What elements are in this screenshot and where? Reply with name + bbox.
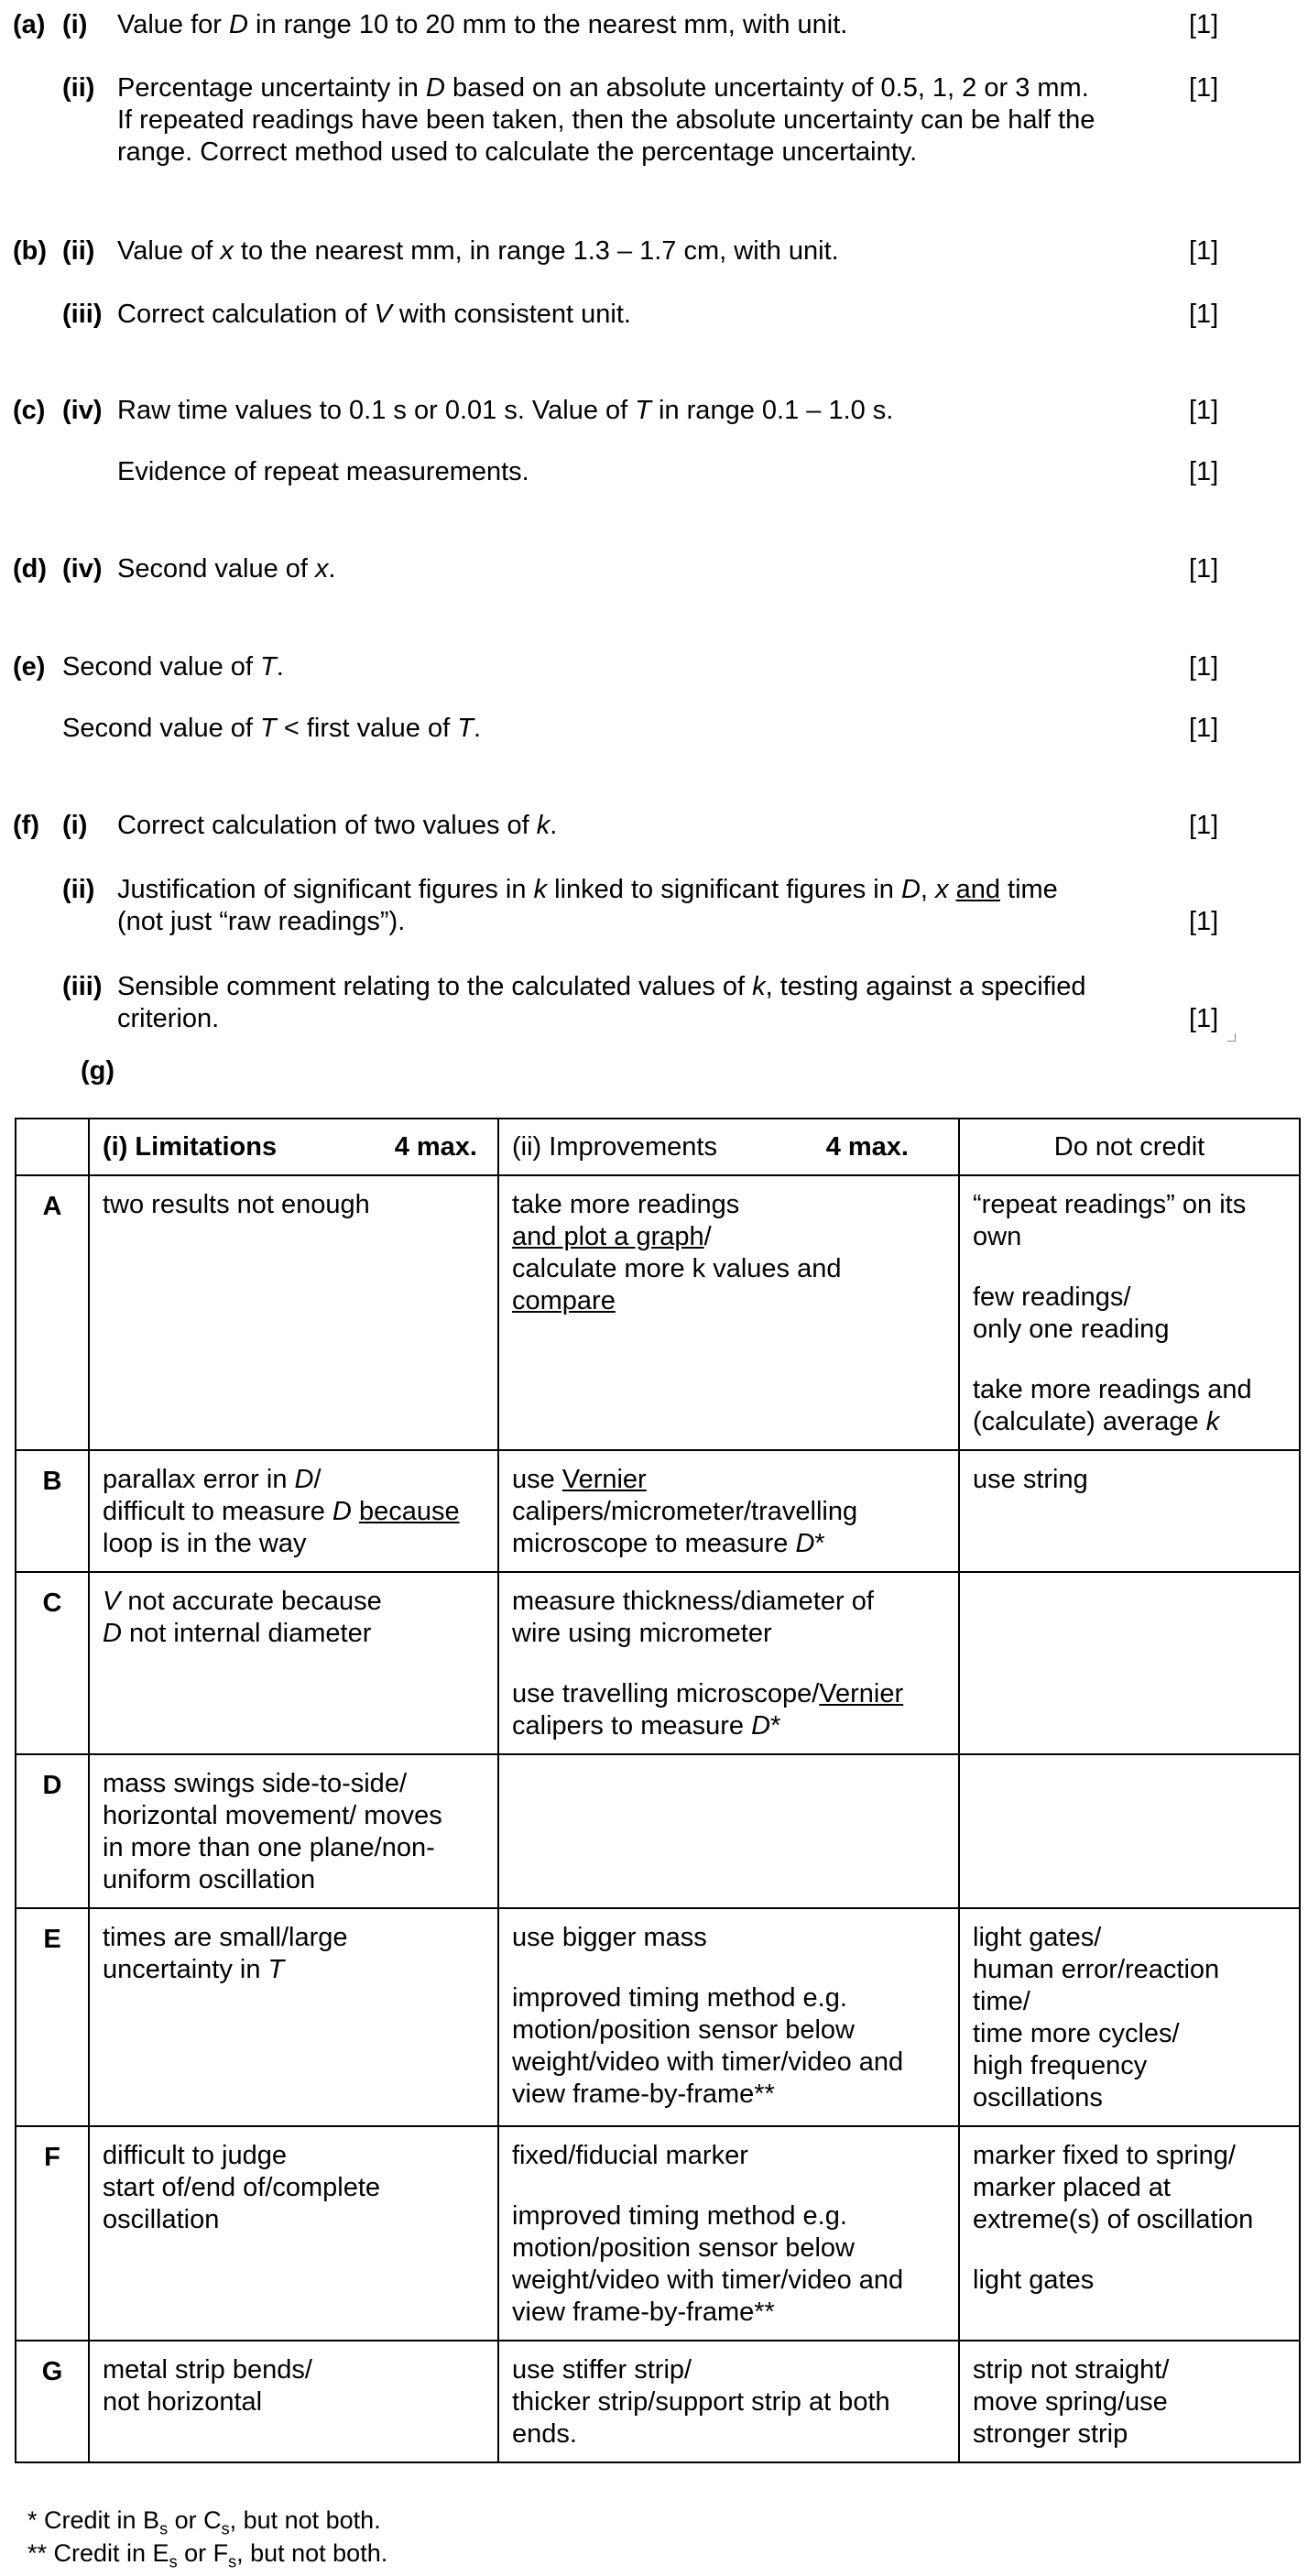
row-label: F	[16, 2126, 89, 2341]
part-f-ii-label: (ii)	[62, 875, 95, 904]
part-a-i-label: (i)	[62, 10, 88, 39]
improvement-cell: take more readings and plot a graph/ calculate more k values and compare	[498, 1175, 959, 1450]
mark: [1]	[1189, 73, 1219, 103]
part-c-iv-text: Raw time values to 0.1 s or 0.01 s. Value of T in range 0.1 – 1.0 s.	[117, 396, 894, 425]
limitation-cell: times are small/large uncertainty in T	[89, 1908, 498, 2126]
part-b-iii-label: (iii)	[62, 300, 103, 329]
table-row	[16, 1175, 1300, 1450]
row-label: E	[16, 1908, 89, 2126]
improvement-cell: measure thickness/diameter of wire using micrometer use travelling microscope/Vernier calipers to measure D*	[498, 1572, 959, 1754]
mark: [1]	[1189, 1004, 1219, 1033]
limitation-cell: metal strip bends/ not horizontal	[89, 2341, 498, 2462]
table-row	[16, 1908, 1300, 2126]
improvement-cell: use bigger mass improved timing method e.g. motion/position sensor below weight/video with timer/video and view frame-by-frame**	[498, 1908, 959, 2126]
part-e-first-text: Second value of T.	[62, 652, 284, 682]
table-row	[16, 2126, 1300, 2341]
header-limitations: (i) Limitations 4 max.	[89, 1119, 498, 1175]
part-b-label: (b)	[13, 236, 48, 266]
part-a-ii-text: Percentage uncertainty in D based on an absolute uncertainty of 0.5, 1, 2 or 3 mm. If repeated readings have been taken, then the absolute uncertainty can be half the range. Correct method used to calculate the percentage uncertainty.	[117, 73, 1095, 167]
part-e-label: (e)	[13, 652, 46, 682]
row-label: B	[16, 1450, 89, 1572]
part-c-iv-label: (iv)	[62, 396, 103, 425]
mark: [1]	[1189, 10, 1219, 39]
do-not-credit-cell: use string	[959, 1450, 1300, 1572]
part-b-iii-text: Correct calculation of V with consistent unit.	[117, 300, 631, 329]
limitation-cell: two results not enough	[89, 1175, 498, 1450]
table-header-row	[16, 1119, 1300, 1175]
improvement-cell: fixed/fiducial marker improved timing method e.g. motion/position sensor below weight/video with timer/video and view frame-by-frame**	[498, 2126, 959, 2341]
header-blank-cell	[16, 1119, 89, 1175]
do-not-credit-cell: “repeat readings” on its own few readings/ only one reading take more readings and (calculate) average k	[959, 1175, 1300, 1450]
part-b-ii-text: Value of x to the nearest mm, in range 1.3 – 1.7 cm, with unit.	[117, 236, 839, 266]
part-d-iv-label: (iv)	[62, 554, 103, 584]
row-label: G	[16, 2341, 89, 2462]
table-row	[16, 1572, 1300, 1754]
improvement-cell	[498, 1754, 959, 1908]
table-row	[16, 2341, 1300, 2462]
part-f-iii-label: (iii)	[62, 972, 103, 1001]
part-a-ii-label: (ii)	[62, 73, 95, 103]
mark: [1]	[1189, 907, 1219, 936]
footnote-1: * Credit in $B_s$ or $C_s$, but not both.	[27, 2506, 381, 2538]
row-label: C	[16, 1572, 89, 1754]
mark: [1]	[1189, 457, 1219, 486]
mark: [1]	[1189, 811, 1219, 840]
header-improvements: (ii) Improvements 4 max.	[498, 1119, 959, 1175]
part-f-iii-text: Sensible comment relating to the calculated values of k, testing against a specified criterion.	[117, 972, 1086, 1033]
part-d-iv-text: Second value of x.	[117, 554, 336, 584]
part-f-label: (f)	[13, 811, 39, 840]
table-row	[16, 1450, 1300, 1572]
limitation-cell: mass swings side-to-side/ horizontal movement/ moves in more than one plane/non- uniform oscillation	[89, 1754, 498, 1908]
part-e-second-text: Second value of T < first value of T.	[62, 714, 481, 743]
limitation-cell: difficult to judge start of/end of/complete oscillation	[89, 2126, 498, 2341]
do-not-credit-cell: marker fixed to spring/ marker placed at extreme(s) of oscillation light gates	[959, 2126, 1300, 2341]
mark: [1]	[1189, 236, 1219, 266]
part-a-label: (a)	[13, 10, 46, 39]
do-not-credit-cell	[959, 1572, 1300, 1754]
do-not-credit-cell: light gates/ human error/reaction time/ time more cycles/ high frequency oscillations	[959, 1908, 1300, 2126]
part-c-extra-text: Evidence of repeat measurements.	[117, 457, 529, 486]
part-f-ii-text: Justification of significant figures in k linked to significant figures in D, x and time (not just “raw readings”).	[117, 875, 1058, 936]
part-f-i-text: Correct calculation of two values of k.	[117, 811, 558, 840]
limitation-cell: V not accurate because D not internal diameter	[89, 1572, 498, 1754]
header-do-not-credit: Do not credit	[959, 1119, 1300, 1175]
table-row	[16, 1754, 1300, 1908]
row-label: A	[16, 1175, 89, 1450]
part-g-label: (g)	[81, 1056, 115, 1086]
mark: [1]	[1189, 396, 1219, 425]
part-c-label: (c)	[13, 396, 46, 425]
improvement-cell: use stiffer strip/ thicker strip/support strip at both ends.	[498, 2341, 959, 2462]
mark: [1]	[1189, 300, 1219, 329]
part-f-i-label: (i)	[62, 811, 88, 840]
corner-mark	[1227, 1033, 1236, 1042]
mark: [1]	[1189, 554, 1219, 584]
part-d-label: (d)	[13, 554, 48, 584]
do-not-credit-cell	[959, 1754, 1300, 1908]
mark: [1]	[1189, 714, 1219, 743]
do-not-credit-cell: strip not straight/ move spring/use stronger strip	[959, 2341, 1300, 2462]
row-label: D	[16, 1754, 89, 1908]
part-a-i-text: Value for D in range 10 to 20 mm to the nearest mm, with unit.	[117, 10, 848, 39]
footnote-2: ** Credit in $E_s$ or $F_s$, but not both.	[27, 2539, 388, 2571]
mark: [1]	[1189, 652, 1219, 682]
improvement-cell: use Vernier calipers/micrometer/travelling microscope to measure D*	[498, 1450, 959, 1572]
mark-scheme-table	[15, 1118, 1301, 2463]
limitation-cell: parallax error in D/ difficult to measure D because loop is in the way	[89, 1450, 498, 1572]
part-b-ii-label: (ii)	[62, 236, 95, 266]
